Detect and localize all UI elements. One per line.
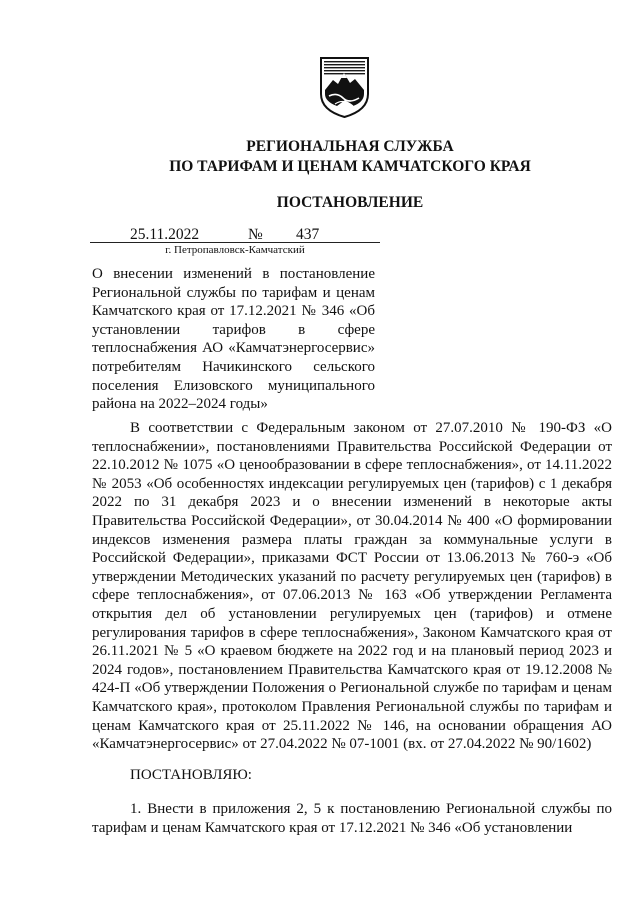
document-type-title: ПОСТАНОВЛЕНИЕ: [276, 194, 424, 211]
document-subject: О внесении изменений в постановление Региональной службы по тарифам и ценам Камчатского края от 17.12.2021 № 346 «Об установлении тарифов в сфере теплоснабжения АО «Камчатэнергосервис» потребителям Начикинского сельского поселения Елизовского муниципального района на 2022–2024 годы»: [92, 266, 375, 413]
agency-name-line2: ПО ТАРИФАМ И ЦЕНАМ КАМЧАТСКОГО КРАЯ: [169, 158, 531, 175]
kamchatka-coat-of-arms-icon: [319, 56, 370, 118]
preamble-paragraph: В соответствии с Федеральным законом от 27.07.2010 № 190-ФЗ «О теплоснабжении», постановлениями Правительства Российской Федерации от 22.10.2012 № 1075 «О ценообразовании в сфере теплоснабжения», от 14.11.2022 № 2053 «Об особенностях индексации регулируемых цен (тарифов) с 1 декабря 2022 по 31 декабря 2023 и о внесении изменений в некоторые акты Правительства Российской Федерации», от 30.04.2014 № 400 «О формировании индексов изменения размера платы граждан за коммунальные услуги в Российской Федерации», приказами ФСТ России от 13.06.2013 № 760-э «Об утверждении Методических указаний по расчету регулируемых цен (тарифов) в сфере теплоснабжения», от 07.06.2013 № 163 «Об утверждении Регламента открытия дел об установлении регулируемых цен (тарифов) и отмене регулирования тарифов в сфере теплоснабжения», Законом Камчатского края от 26.11.2021 № 5 «О краевом бюджете на 2022 год и на плановый период 2023 и 2024 годов», постановлением Правительства Камчатского края от 19.12.2008 № 424-П «Об утверждении Положения о Региональной службе по тарифам и ценам Камчатского края», протоколом Правления Региональной службы по тарифам и ценам Камчатского края от 25.11.2022 № 146, на основании обращения АО «Камчатэнергосервис» от 27.04.2022 № 07-1001 (вх. от 27.04.2022 № 90/1602): [92, 420, 612, 753]
issue-city: г. Петропавловск-Камчатский: [165, 244, 305, 256]
document-date: 25.11.2022: [130, 226, 200, 243]
decree-heading: ПОСТАНОВЛЯЮ:: [130, 767, 252, 783]
agency-name-line1: РЕГИОНАЛЬНАЯ СЛУЖБА: [246, 138, 454, 155]
decree-item-1: 1. Внести в приложения 2, 5 к постановлению Региональной службы по тарифам и ценам Камчатского края от 17.12.2021 № 346 «Об установлении: [92, 801, 612, 836]
document-number: 437: [296, 226, 320, 243]
number-sign: №: [248, 226, 263, 243]
